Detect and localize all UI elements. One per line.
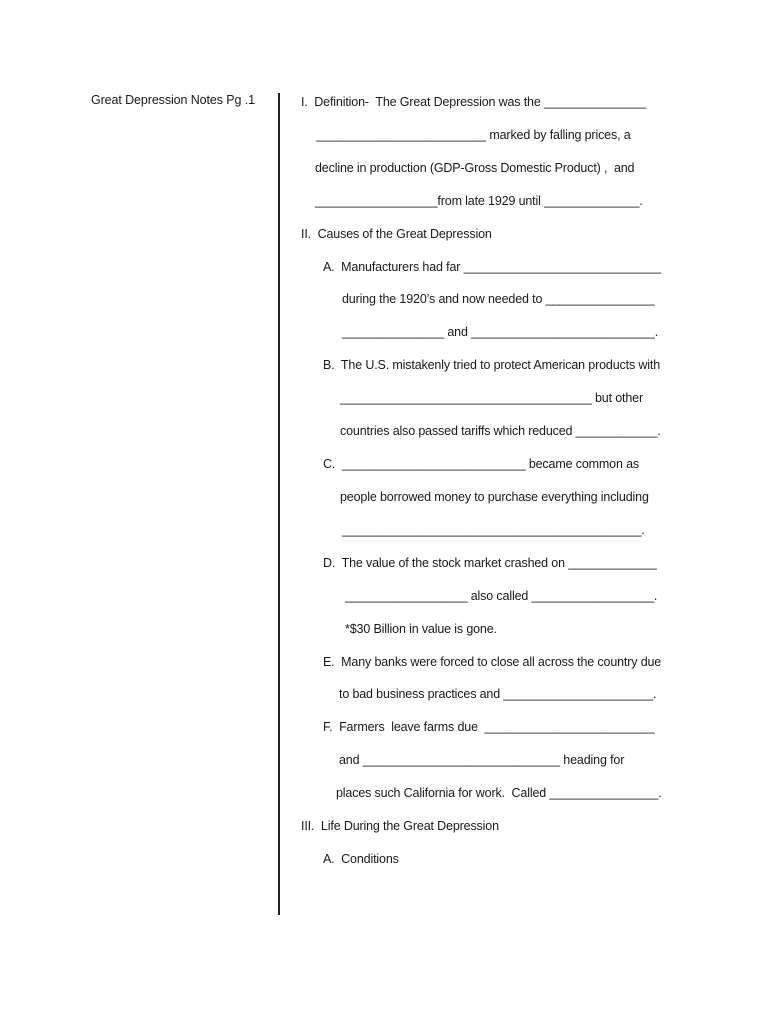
item-a-line-1: A. Manufacturers had far _____________________________ [323, 260, 661, 274]
item-c-line-3: ____________________________________________. [342, 523, 645, 537]
section-1-line-3: decline in production (GDP-Gross Domestic Product) , and [315, 161, 635, 175]
item-a-line-2: during the 1920’s and now needed to ________________ [342, 292, 655, 306]
item-d-line-2: __________________ also called __________________. [345, 589, 658, 603]
item-e-line-1: E. Many banks were forced to close all across the country due [323, 655, 662, 669]
item-d-line-3: *$30 Billion in value is gone. [345, 622, 497, 636]
item-b-line-2: _____________________________________ but other [340, 391, 643, 405]
item-c-line-2: people borrowed money to purchase everything including [340, 490, 649, 504]
item-f-line-2: and _____________________________ heading for [339, 753, 625, 767]
item-c-line-1: C. ___________________________ became common as [323, 457, 639, 471]
section-2-heading: II. Causes of the Great Depression [301, 227, 492, 241]
section-3-heading: III. Life During the Great Depression [301, 819, 499, 833]
section-1-line-2: _________________________ marked by falling prices, a [316, 128, 631, 142]
section-1-line-4: __________________from late 1929 until ______________. [315, 194, 643, 208]
item-a-line-3: _______________ and ___________________________. [342, 325, 659, 339]
section-3-item-a: A. Conditions [323, 852, 399, 866]
item-b-line-3: countries also passed tariffs which reduced ____________. [340, 424, 661, 438]
page-title: Great Depression Notes Pg .1 [91, 93, 255, 107]
item-f-line-3: places such California for work. Called ________________. [336, 786, 662, 800]
item-b-line-1: B. The U.S. mistakenly tried to protect American products with [323, 358, 660, 372]
section-1-line-1: I. Definition- The Great Depression was the _______________ [301, 95, 647, 109]
item-e-line-2: to bad business practices and ______________________. [339, 687, 657, 701]
item-d-line-1: D. The value of the stock market crashed on _____________ [323, 556, 657, 570]
item-f-line-1: F. Farmers leave farms due _________________________ [323, 720, 655, 734]
column-divider [278, 93, 280, 915]
